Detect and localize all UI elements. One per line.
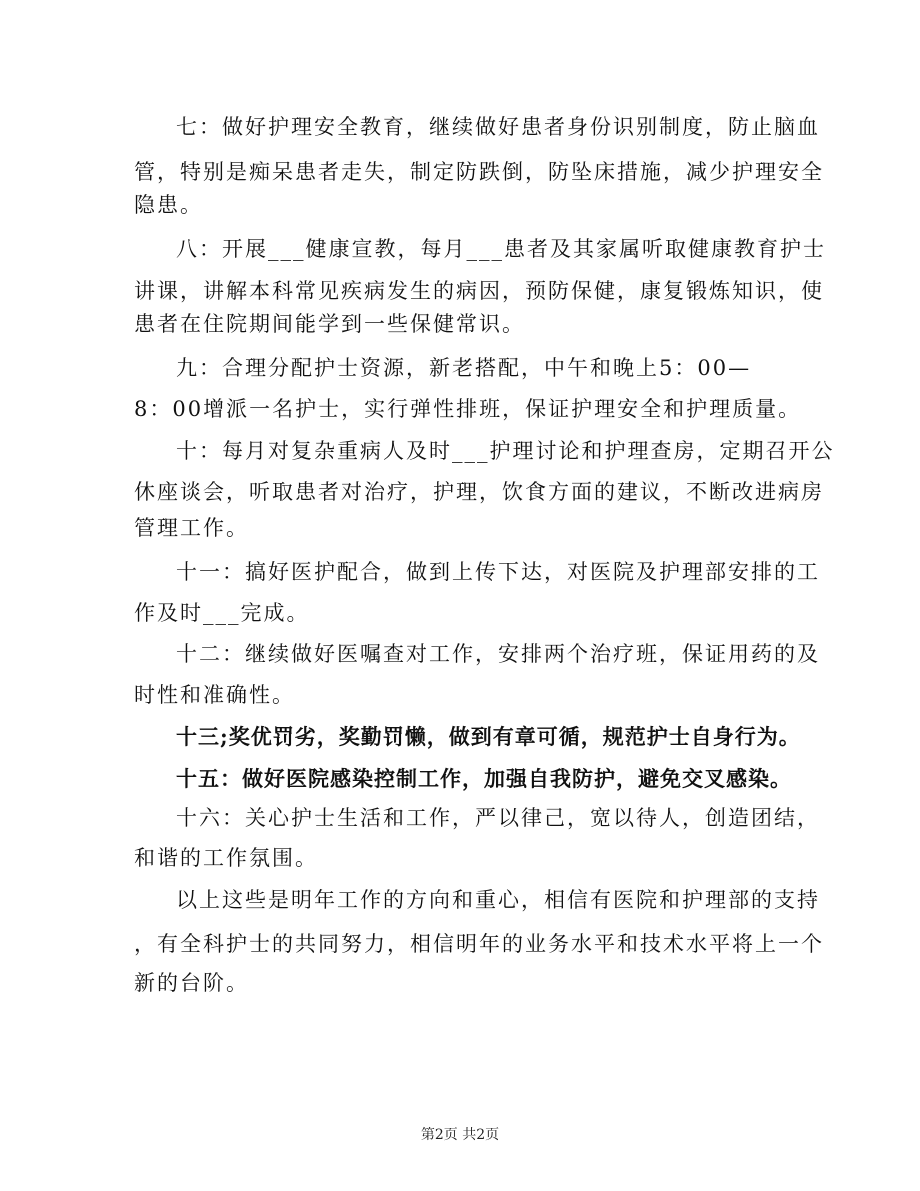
paragraph-13-line-1: 十三;奖优罚劣，奖勤罚懒，做到有章可循，规范护士自身行为。 [176, 724, 801, 749]
paragraph-7-line-3: 隐患。 [134, 193, 203, 217]
closing-paragraph-line-3: 新的台阶。 [134, 971, 249, 995]
paragraph-8-line-2: 讲课，讲解本科常见疾病发生的病因，预防保健，康复锻炼知识，使 [134, 279, 824, 303]
paragraph-12-line-2: 时性和准确性。 [134, 683, 295, 707]
paragraph-10-line-3: 管理工作。 [134, 516, 249, 540]
closing-paragraph-line-2: ，有全科护士的共同努力，相信明年的业务水平和技术水平将上一个 [134, 932, 824, 956]
paragraph-16-line-1: 十六：关心护士生活和工作，严以律己，宽以待人，创造团结， [176, 806, 820, 830]
paragraph-8-line-1: 八：开展___健康宣教，每月___患者及其家属听取健康教育护士 [176, 237, 826, 261]
closing-paragraph-line-1: 以上这些是明年工作的方向和重心，相信有医院和护理部的支持 [176, 888, 820, 912]
paragraph-15-line-1: 十五：做好医院感染控制工作，加强自我防护，避免交叉感染。 [176, 766, 792, 791]
paragraph-9-line-2: 8：00增派一名护士，实行弹性排班，保证护理安全和护理质量。 [134, 397, 802, 421]
paragraph-16-line-2: 和谐的工作氛围。 [134, 846, 318, 870]
paragraph-7-line-2: 管，特别是痴呆患者走失，制定防跌倒，防坠床措施，减少护理安全 [134, 160, 824, 184]
paragraph-11-line-2: 作及时___完成。 [134, 601, 310, 625]
paragraph-11-line-1: 十一：搞好医护配合，做到上传下达，对医院及护理部安排的工 [176, 560, 820, 584]
page-number-footer: 第2页 共2页 [420, 1127, 500, 1143]
paragraph-10-line-1: 十：每月对复杂重病人及时___护理讨论和护理查房，定期召开公 [176, 439, 835, 463]
paragraph-7-line-1: 七：做好护理安全教育，继续做好患者身份识别制度，防止脑血 [176, 115, 820, 139]
paragraph-12-line-1: 十二：继续做好医嘱查对工作，安排两个治疗班，保证用药的及 [176, 642, 820, 666]
paragraph-9-line-1: 九：合理分配护士资源，新老搭配，中午和晚上5：00— [176, 356, 752, 380]
paragraph-8-line-3: 患者在住院期间能学到一些保健常识。 [134, 312, 525, 336]
paragraph-10-line-2: 休座谈会，听取患者对治疗，护理，饮食方面的建议，不断改进病房 [134, 480, 824, 504]
